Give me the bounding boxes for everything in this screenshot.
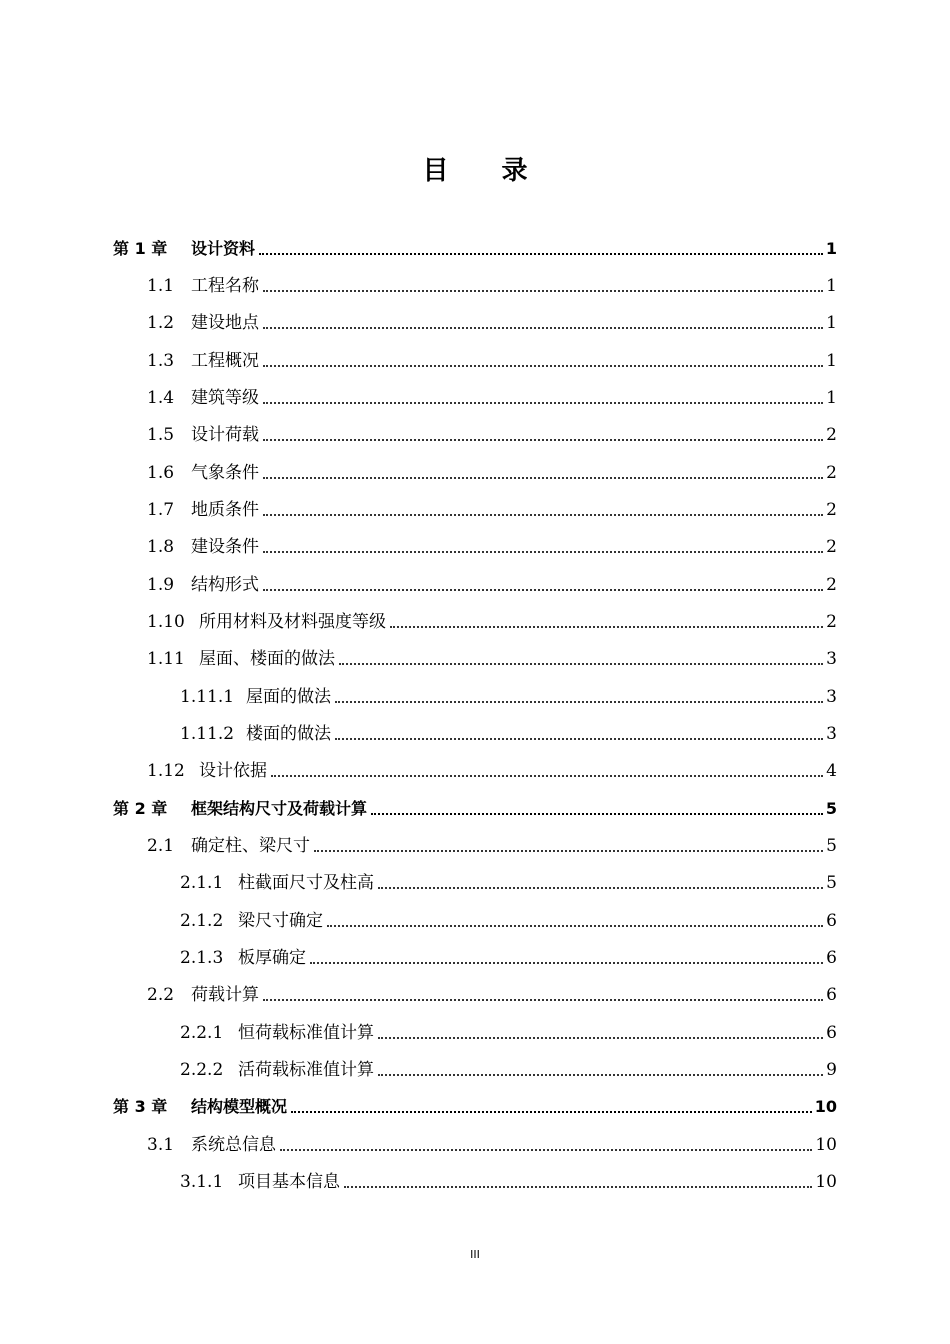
toc-number: 1.3 <box>147 351 175 371</box>
toc-entry[interactable] <box>180 685 837 709</box>
toc-number: 2.2 <box>147 985 175 1005</box>
toc-page: 10 <box>815 1135 837 1155</box>
toc-label: 框架结构尺寸及荷载计算 <box>191 799 368 818</box>
toc-number: 2.1.2 <box>180 911 224 931</box>
toc-entry[interactable] <box>147 834 837 858</box>
toc-number: 1.11.2 <box>180 724 235 744</box>
toc-page: 10 <box>815 1172 837 1192</box>
toc-entry[interactable] <box>147 311 837 335</box>
toc-number: 1.8 <box>147 537 175 557</box>
toc-leader <box>263 589 823 591</box>
toc-page: 2 <box>826 500 837 520</box>
page-title: 目 录 <box>422 156 550 186</box>
toc-label: 项目基本信息 <box>238 1172 340 1192</box>
toc-leader <box>263 999 823 1001</box>
toc-leader <box>344 1186 812 1188</box>
toc-entry[interactable] <box>147 461 837 485</box>
toc-number: 2.1.3 <box>180 948 224 968</box>
toc-label: 活荷载标准值计算 <box>238 1060 374 1080</box>
toc-page: 3 <box>826 687 837 707</box>
toc-number: 1.4 <box>147 388 175 408</box>
toc-leader <box>263 551 823 553</box>
toc-entry[interactable] <box>180 909 837 933</box>
toc-number: 1.5 <box>147 425 175 445</box>
toc-page: 1 <box>826 276 837 296</box>
toc-label: 楼面的做法 <box>246 724 331 744</box>
toc-number: 3.1 <box>147 1135 175 1155</box>
toc-page: 4 <box>826 761 837 781</box>
toc-label: 建设条件 <box>191 537 259 557</box>
toc-leader <box>390 626 823 628</box>
toc-leader <box>378 887 823 889</box>
toc-entry[interactable] <box>147 573 837 597</box>
toc-number: 1.2 <box>147 313 175 333</box>
toc-entry[interactable] <box>147 610 837 634</box>
toc-entry[interactable] <box>180 722 837 746</box>
toc-label: 柱截面尺寸及柱高 <box>238 873 374 893</box>
toc-entry[interactable] <box>180 1058 837 1082</box>
toc-leader <box>335 738 823 740</box>
toc-number: 2.1 <box>147 836 175 856</box>
toc-entry[interactable] <box>147 1133 837 1157</box>
toc-page: 5 <box>826 873 837 893</box>
toc-entry[interactable] <box>147 274 837 298</box>
toc-number: 2.2.2 <box>180 1060 224 1080</box>
toc-entry[interactable] <box>180 1021 837 1045</box>
toc-leader <box>259 253 823 255</box>
toc-label: 系统总信息 <box>191 1135 276 1155</box>
toc-page: 3 <box>826 724 837 744</box>
toc-number: 1.7 <box>147 500 175 520</box>
toc-entry[interactable] <box>147 535 837 559</box>
toc-page: 9 <box>826 1060 837 1080</box>
toc-label: 所用材料及材料强度等级 <box>199 612 386 632</box>
toc-entry[interactable] <box>147 349 837 373</box>
toc-number: 3.1.1 <box>180 1172 224 1192</box>
toc-page: 2 <box>826 612 837 632</box>
toc-number: 1.1 <box>147 276 175 296</box>
toc-page: 1 <box>826 313 837 333</box>
toc-number: 1.11 <box>147 649 185 669</box>
toc-leader <box>371 813 823 815</box>
toc-entry[interactable] <box>147 983 837 1007</box>
toc-entry[interactable] <box>180 871 837 895</box>
toc-page: 1 <box>826 388 837 408</box>
toc-label: 屋面、楼面的做法 <box>199 649 335 669</box>
toc-page: 1 <box>826 351 837 371</box>
toc-label: 确定柱、梁尺寸 <box>191 836 310 856</box>
toc-page: 2 <box>826 463 837 483</box>
toc-page: 6 <box>826 948 837 968</box>
toc-entry[interactable] <box>180 946 837 970</box>
toc-entry-chapter-3[interactable] <box>113 1095 837 1119</box>
toc-number: 1.9 <box>147 575 175 595</box>
toc-leader <box>378 1074 823 1076</box>
toc-page: 2 <box>826 425 837 445</box>
toc-label: 气象条件 <box>191 463 259 483</box>
toc-page: 6 <box>826 985 837 1005</box>
toc-label: 设计依据 <box>199 761 267 781</box>
toc-label: 工程名称 <box>191 276 259 296</box>
toc-leader <box>280 1149 812 1151</box>
toc-leader <box>271 775 823 777</box>
toc-number: 2.2.1 <box>180 1023 224 1043</box>
toc-number: 第 3 章 <box>113 1097 168 1116</box>
toc-page: 1 <box>825 239 837 258</box>
toc-number: 第 1 章 <box>113 239 168 258</box>
toc-leader <box>314 850 823 852</box>
toc-label: 设计资料 <box>191 239 256 258</box>
toc-leader <box>327 925 823 927</box>
toc-leader <box>263 327 823 329</box>
toc-number: 1.10 <box>147 612 185 632</box>
toc-leader <box>263 365 823 367</box>
toc-label: 结构形式 <box>191 575 259 595</box>
toc-leader <box>263 514 823 516</box>
toc-label: 工程概况 <box>191 351 259 371</box>
toc-leader <box>263 439 823 441</box>
toc-leader <box>335 701 823 703</box>
toc-number: 第 2 章 <box>113 799 168 818</box>
toc-entry[interactable] <box>147 498 837 522</box>
toc-label: 屋面的做法 <box>246 687 331 707</box>
toc-label: 建设地点 <box>191 313 259 333</box>
toc-entry-chapter-1[interactable] <box>113 237 837 261</box>
toc-leader <box>310 962 823 964</box>
toc-number: 1.12 <box>147 761 185 781</box>
toc-label: 建筑等级 <box>191 388 259 408</box>
toc-page: 3 <box>826 649 837 669</box>
toc-number: 1.6 <box>147 463 175 483</box>
toc-leader <box>263 477 823 479</box>
page-number: III <box>470 1248 480 1261</box>
toc-number: 1.11.1 <box>180 687 235 707</box>
toc-entry[interactable] <box>147 423 837 447</box>
toc-page: 10 <box>814 1097 837 1116</box>
toc-entry[interactable] <box>147 759 837 783</box>
toc-page: 6 <box>826 1023 837 1043</box>
toc-label: 恒荷载标准值计算 <box>238 1023 374 1043</box>
toc-leader <box>263 402 823 404</box>
toc-leader <box>291 1111 812 1113</box>
toc-label: 地质条件 <box>191 500 259 520</box>
toc-number: 2.1.1 <box>180 873 224 893</box>
toc-leader <box>263 290 823 292</box>
toc-entry[interactable] <box>147 386 837 410</box>
toc-page: 2 <box>826 537 837 557</box>
toc-label: 荷载计算 <box>191 985 259 1005</box>
toc-label: 设计荷载 <box>191 425 259 445</box>
toc-page: 5 <box>825 799 837 818</box>
toc-page: 2 <box>826 575 837 595</box>
toc-entry[interactable] <box>180 1170 837 1194</box>
toc-label: 结构模型概况 <box>191 1097 288 1116</box>
toc-leader <box>378 1037 823 1039</box>
toc-entry-chapter-2[interactable] <box>113 797 837 821</box>
toc-label: 板厚确定 <box>238 948 306 968</box>
toc-entry[interactable] <box>147 647 837 671</box>
toc-page: 6 <box>826 911 837 931</box>
toc-label: 梁尺寸确定 <box>238 911 323 931</box>
toc-leader <box>339 663 823 665</box>
toc-page: 5 <box>826 836 837 856</box>
